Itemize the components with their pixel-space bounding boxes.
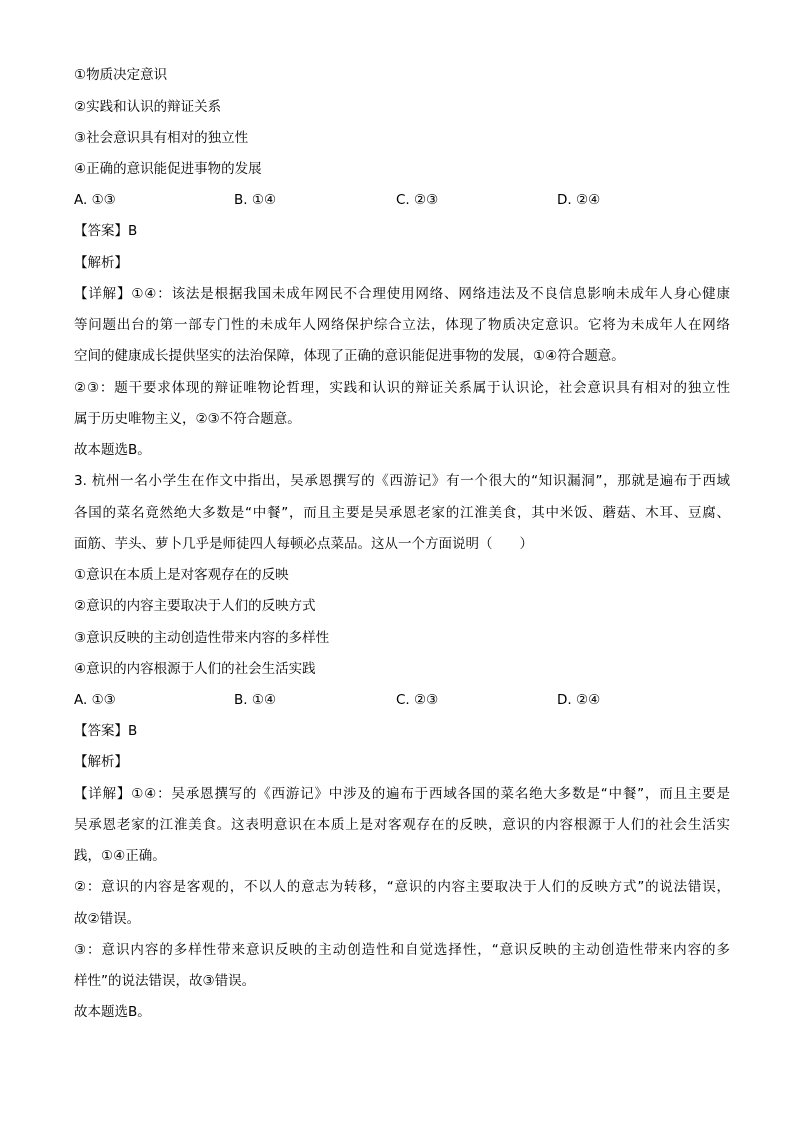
q2-statement-3: ③社会意识具有相对的独立性 (74, 130, 249, 146)
q2-detail-line-3: 空间的健康成长提供坚实的法治保障，体现了正确的意识能促进事物的发展，①④符合题意。 (74, 348, 625, 364)
q2-detail-line-4: ②③：题干要求体现的辩证唯物论哲理，实践和认识的辩证关系属于认识论，社会意识具有相对的独立性 (74, 380, 730, 396)
q3-detail-line-7: 样性”的说法错误，故③错误。 (74, 973, 256, 989)
q3-statement-4: ④意识的内容根源于人们的社会生活实践 (74, 661, 316, 677)
q3-detail-line-1: 【详解】①④：吴承恩撰写的《西游记》中涉及的遍布于西域各国的菜名绝大多数是“中餐”，而且主要是 (74, 786, 730, 802)
q2-option-c: C. ②③ (396, 192, 439, 208)
q3-stem-line-1: 3. 杭州一名小学生在作文中指出，吴承恩撰写的《西游记》有一个很大的“知识漏洞”，那就是遍布于西域 (74, 473, 730, 489)
q2-detail-line-5: 属于历史唯物主义，②③不符合题意。 (74, 411, 301, 427)
q3-answer: 【答案】B (74, 723, 138, 739)
q2-detail-line-1: 【详解】①④：该法是根据我国未成年网民不合理使用网络、网络违法及不良信息影响未成年人身心健康 (74, 286, 730, 302)
q2-conclusion: 故本题选B。 (74, 442, 151, 458)
q3-detail-line-4: ②：意识的内容是客观的，不以人的意志为转移，“意识的内容主要取决于人们的反映方式”的说法错误， (74, 879, 730, 895)
q2-option-b: B. ①④ (234, 192, 277, 208)
q3-analysis-label: 【解析】 (74, 754, 128, 770)
q3-conclusion: 故本题选B。 (74, 1004, 151, 1020)
q3-stem-line-3: 面筋、芋头、萝卜几乎是师徒四人每顿必点菜品。这从一个方面说明（ ） (74, 536, 533, 552)
q3-stem-line-2: 各国的菜名竟然绝大多数是“中餐”，而且主要是吴承恩老家的江淮美食，其中米饭、蘑菇、木耳、豆腐、 (74, 505, 730, 521)
q3-detail-line-6: ③：意识内容的多样性带来意识反映的主动创造性和自觉选择性，“意识反映的主动创造性带来内容的多 (74, 942, 730, 958)
q3-detail-line-5: 故②错误。 (74, 911, 141, 927)
q3-detail-line-3: 践，①④正确。 (74, 848, 166, 864)
q3-statement-3: ③意识反映的主动创造性带来内容的多样性 (74, 630, 330, 646)
q2-statement-4: ④正确的意识能促进事物的发展 (74, 161, 262, 177)
q2-option-a: A. ①③ (74, 192, 116, 208)
q3-option-b: B. ①④ (234, 692, 277, 708)
q3-option-c: C. ②③ (396, 692, 439, 708)
q2-statement-2: ②实践和认识的辩证关系 (74, 99, 222, 115)
q2-analysis-label: 【解析】 (74, 255, 128, 271)
q3-statement-2: ②意识的内容主要取决于人们的反映方式 (74, 598, 316, 614)
q3-option-a: A. ①③ (74, 692, 116, 708)
q3-detail-line-2: 吴承恩老家的江淮美食。这表明意识在本质上是对客观存在的反映，意识的内容根源于人们的社会生活实 (74, 817, 730, 833)
q3-option-d: D. ②④ (557, 692, 601, 708)
q2-statement-1: ①物质决定意识 (74, 67, 168, 83)
q2-option-d: D. ②④ (557, 192, 601, 208)
q2-detail-line-2: 等问题出台的第一部专门性的未成年人网络保护综合立法，体现了物质决定意识。它将为未成年人在网络 (74, 317, 730, 333)
q3-statement-1: ①意识在本质上是对客观存在的反映 (74, 567, 289, 583)
q2-answer: 【答案】B (74, 223, 138, 239)
